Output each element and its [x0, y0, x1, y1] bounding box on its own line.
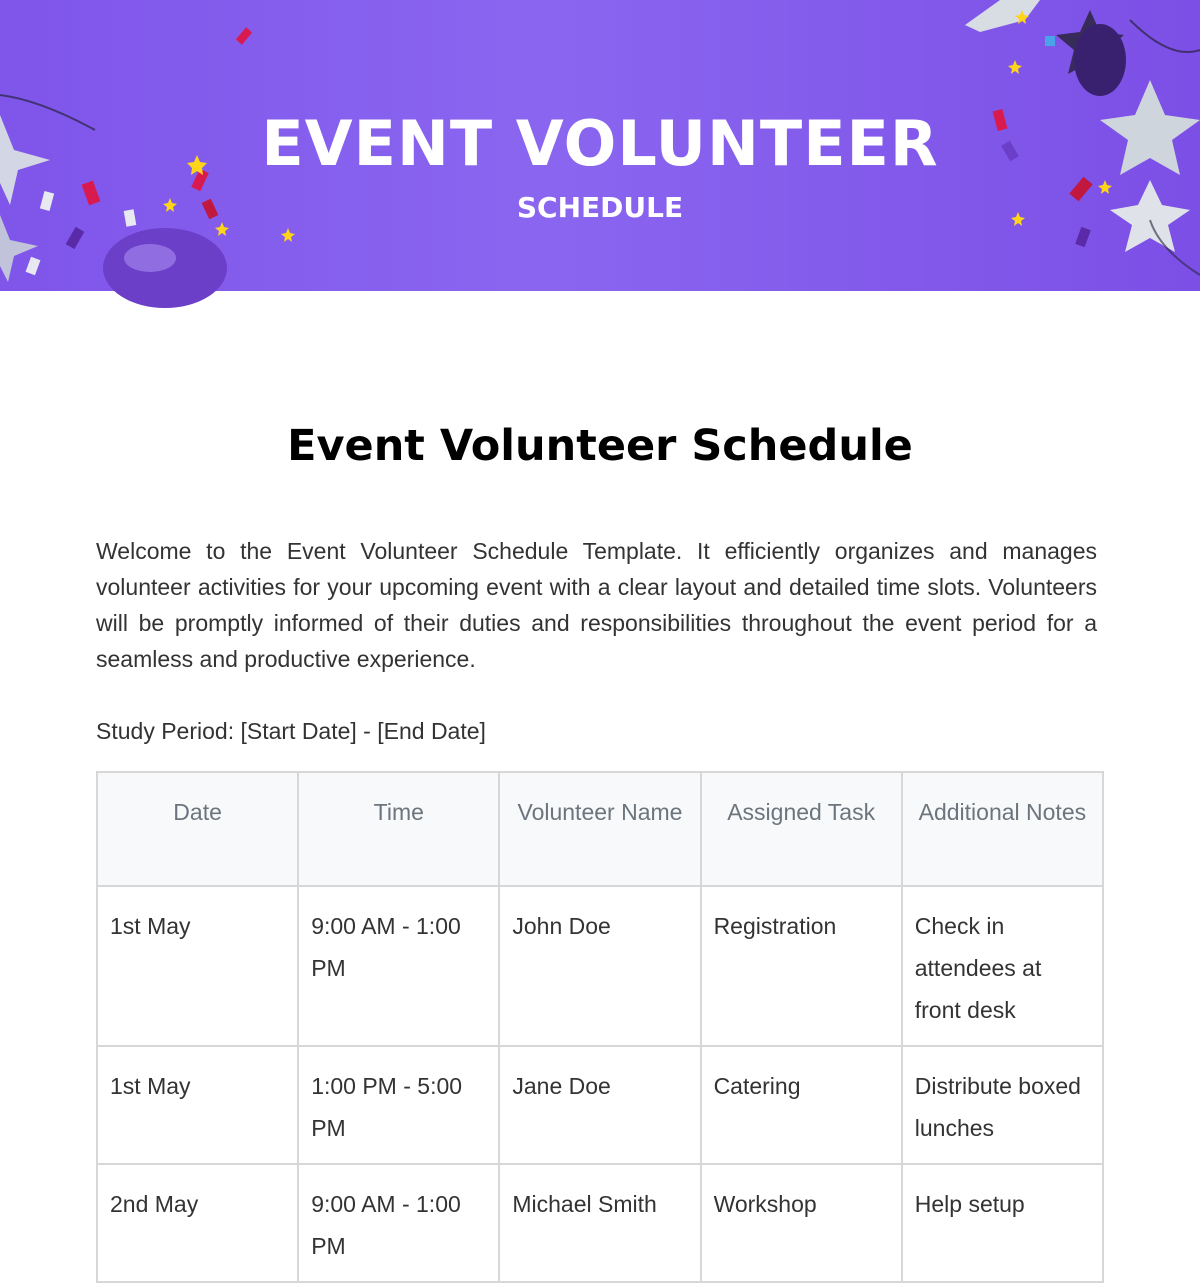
header-additional-notes: Additional Notes: [902, 772, 1103, 886]
cell-assigned-task: Catering: [701, 1046, 902, 1164]
document-title: Event Volunteer Schedule: [287, 421, 913, 471]
schedule-table: [96, 771, 1104, 1283]
header-volunteer-name: Volunteer Name: [499, 772, 700, 886]
confetti-piece: [1075, 227, 1091, 247]
table-row: [97, 886, 1103, 1046]
cell-volunteer-name: Jane Doe: [499, 1046, 700, 1164]
table-row: [97, 1164, 1103, 1282]
banner-title: EVENT VOLUNTEER: [261, 107, 939, 180]
confetti-piece: [236, 27, 252, 44]
star-shape: [281, 228, 295, 242]
confetti-piece: [66, 227, 85, 249]
cell-assigned-task: Workshop: [701, 1164, 902, 1282]
cell-date: 1st May: [97, 886, 298, 1046]
intro-paragraph: Welcome to the Event Volunteer Schedule Template. It efficiently organizes and manages volunteer activities for your upcoming event with a clear layout and detailed time slots. Volunteers will be promptly informed of their duties and responsibilities throughout the event period for a seamless and productive experience.: [96, 538, 1097, 672]
cell-volunteer-name: Michael Smith: [499, 1164, 700, 1282]
star-shape: [1008, 60, 1022, 74]
banner-subtitle: SCHEDULE: [516, 191, 684, 224]
study-period: Study Period: [Start Date] - [End Date]: [96, 718, 486, 744]
header-banner: [0, 0, 1200, 291]
string-line: [1130, 20, 1200, 52]
header-assigned-task: Assigned Task: [701, 772, 902, 886]
cell-volunteer-name: John Doe: [499, 886, 700, 1046]
cell-date: 1st May: [97, 1046, 298, 1164]
header-date: Date: [97, 772, 298, 886]
table-row: [97, 1046, 1103, 1164]
confetti-piece: [26, 257, 41, 275]
cell-additional-notes: Distribute boxed lunches: [902, 1046, 1103, 1164]
balloon-shape: [1074, 24, 1126, 96]
cell-time: 9:00 AM - 1:00 PM: [298, 1164, 499, 1282]
cell-date: 2nd May: [97, 1164, 298, 1282]
header-time: Time: [298, 772, 499, 886]
table-header-row: [97, 772, 1103, 886]
cell-assigned-task: Registration: [701, 886, 902, 1046]
cell-additional-notes: Check in attendees at front desk: [902, 886, 1103, 1046]
cell-time: 1:00 PM - 5:00 PM: [298, 1046, 499, 1164]
confetti-piece: [1045, 36, 1055, 46]
cell-time: 9:00 AM - 1:00 PM: [298, 886, 499, 1046]
balloon-shape: [124, 244, 176, 272]
cell-additional-notes: Help setup: [902, 1164, 1103, 1282]
